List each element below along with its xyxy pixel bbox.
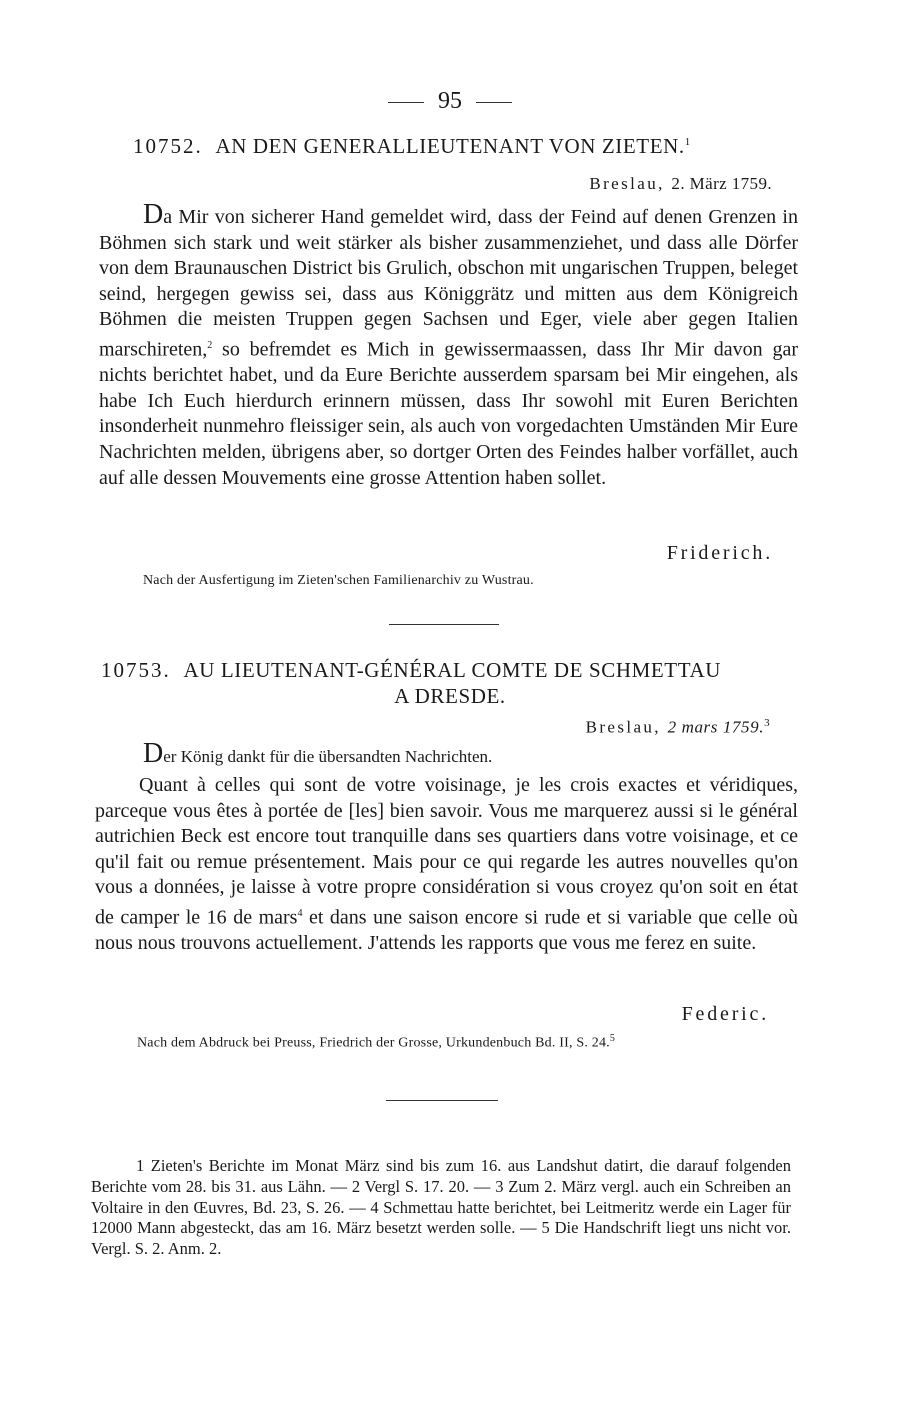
- letter2-intro-text: er König dankt für die übersandten Nachrichten.: [163, 747, 493, 766]
- letter2-title-line2: A DRESDE.: [394, 684, 506, 708]
- letter2-heading: [101, 658, 801, 683]
- letter2-text-note: 4: [297, 907, 303, 919]
- letter1-number: 10752.: [133, 134, 203, 158]
- letter1-initial: D: [143, 199, 164, 230]
- letter1-signature: Friderich.: [666, 542, 773, 564]
- letter1-title: AN DEN GENERALLIEUTENANT VON ZIETEN.: [215, 134, 685, 158]
- letter2-date-note: 3: [764, 717, 772, 729]
- footnotes: [91, 1156, 791, 1260]
- letter2-text-cont: et dans une saison encore si rude et si variable que celle où nous nous trouvons actuellement. J'attends les rapports que vous me ferez en suite.: [95, 906, 798, 955]
- letter2-signature: Federic.: [681, 1003, 769, 1025]
- letter2-intro: [143, 738, 783, 770]
- page-number-dash-left: [388, 102, 424, 103]
- letter2-place: Breslau,: [585, 717, 661, 737]
- letter2-source: [137, 1033, 797, 1052]
- letter1-title-note: 1: [684, 136, 691, 148]
- letter2-body: [95, 773, 798, 957]
- section-divider: [389, 624, 499, 625]
- page-number-dash-right: [476, 102, 512, 103]
- letter2-source-text: Nach dem Abdruck bei Preuss, Friedrich der Grosse, Urkundenbuch Bd. II, S. 24.: [137, 1035, 610, 1051]
- letter2-title-line1: AU LIEUTENANT-GÉNÉRAL COMTE DE SCHMETTAU: [183, 658, 721, 682]
- letter1-dateline: [400, 174, 772, 194]
- letter1-body: [99, 199, 798, 491]
- letter1-text: a Mir von sicherer Hand gemeldet wird, dass der Feind auf denen Grenzen in Böhmen sich stark und weit stärker als bisher zusammenziehet, und dass alle Dörfer von dem Braunauschen District bis Grulich, obschon mit ungarischen Truppen, beleget seind, hergegen gewiss sei, dass aus Königgrätz und mitten aus dem Königreich Böhmen die meisten Truppen gegen Sachsen und Eger, viele aber gegen Italien marschireten,: [99, 206, 798, 361]
- letter1-heading: [133, 134, 793, 159]
- letter1-date: 2. März 1759.: [671, 174, 772, 193]
- letter2-source-note: 5: [609, 1033, 616, 1044]
- letter1-text-note: 2: [207, 339, 213, 351]
- letter1-text-cont: so befremdet es Mich in gewissermaassen, dass Ihr Mir davon gar nichts berichtet habet, und da Eure Berichte ausserdem sparsam bei Mir eingehen, als habe Ich Euch hierdurch erinnern müssen, dass Ihr sowohl mit Euren Berichten insonderheit nunmehro fleissiger sein, als auch von vorgedachten Umständen Mir Eure Nachrichten melden, übrigens aber, so dortger Orten des Feindes halber vorfället, auch auf alle dessen Mouvements eine grosse Attention haben sollet.: [99, 338, 798, 489]
- letter1-source: Nach der Ausfertigung im Zieten'schen Familienarchiv zu Wustrau.: [143, 573, 534, 588]
- footnotes-text: 1 Zieten's Berichte im Monat März sind bis zum 16. aus Landshut datirt, die darauf folgenden Berichte vom 28. bis 31. aus Lähn. — 2 Vergl S. 17. 20. — 3 Zum 2. März vergl. auch ein Schreiben an Voltaire in den Œuvres, Bd. 23, S. 26. — 4 Schmettau hatte berichtet, bei Leitmeritz werde ein Lager für 12000 Mann abgesteckt, das am 16. März besetzt werden solle. — 5 Die Handschrift liegt uns nicht vor. Vergl. S. 2. Anm. 2.: [91, 1156, 791, 1259]
- letter2-number: 10753.: [101, 658, 171, 682]
- page-number: 95: [438, 88, 462, 114]
- page-number-line: [0, 88, 900, 115]
- letter2-date: 2 mars 1759.: [667, 717, 765, 737]
- section-divider-2: [386, 1100, 498, 1101]
- letter1-place: Breslau,: [589, 174, 665, 193]
- letter2-dateline: [400, 717, 772, 738]
- letter2-text: Quant à celles qui sont de votre voisinage, je les crois exactes et véridiques, parceque vous êtes à portée de [les] bien savoir. Vous me marquerez aussi si le général autrichien Beck est encore tout tranquille dans ses quartiers dans votre voisinage, et ce qu'il fait ou remue présentement. Mais pour ce qui regarde les autres nouvelles qu'on vous a données, je laisse à votre propre considération si vous croyez qu'on soit en état de camper le 16 de mars: [95, 774, 798, 929]
- letter2-intro-initial: D: [143, 738, 164, 769]
